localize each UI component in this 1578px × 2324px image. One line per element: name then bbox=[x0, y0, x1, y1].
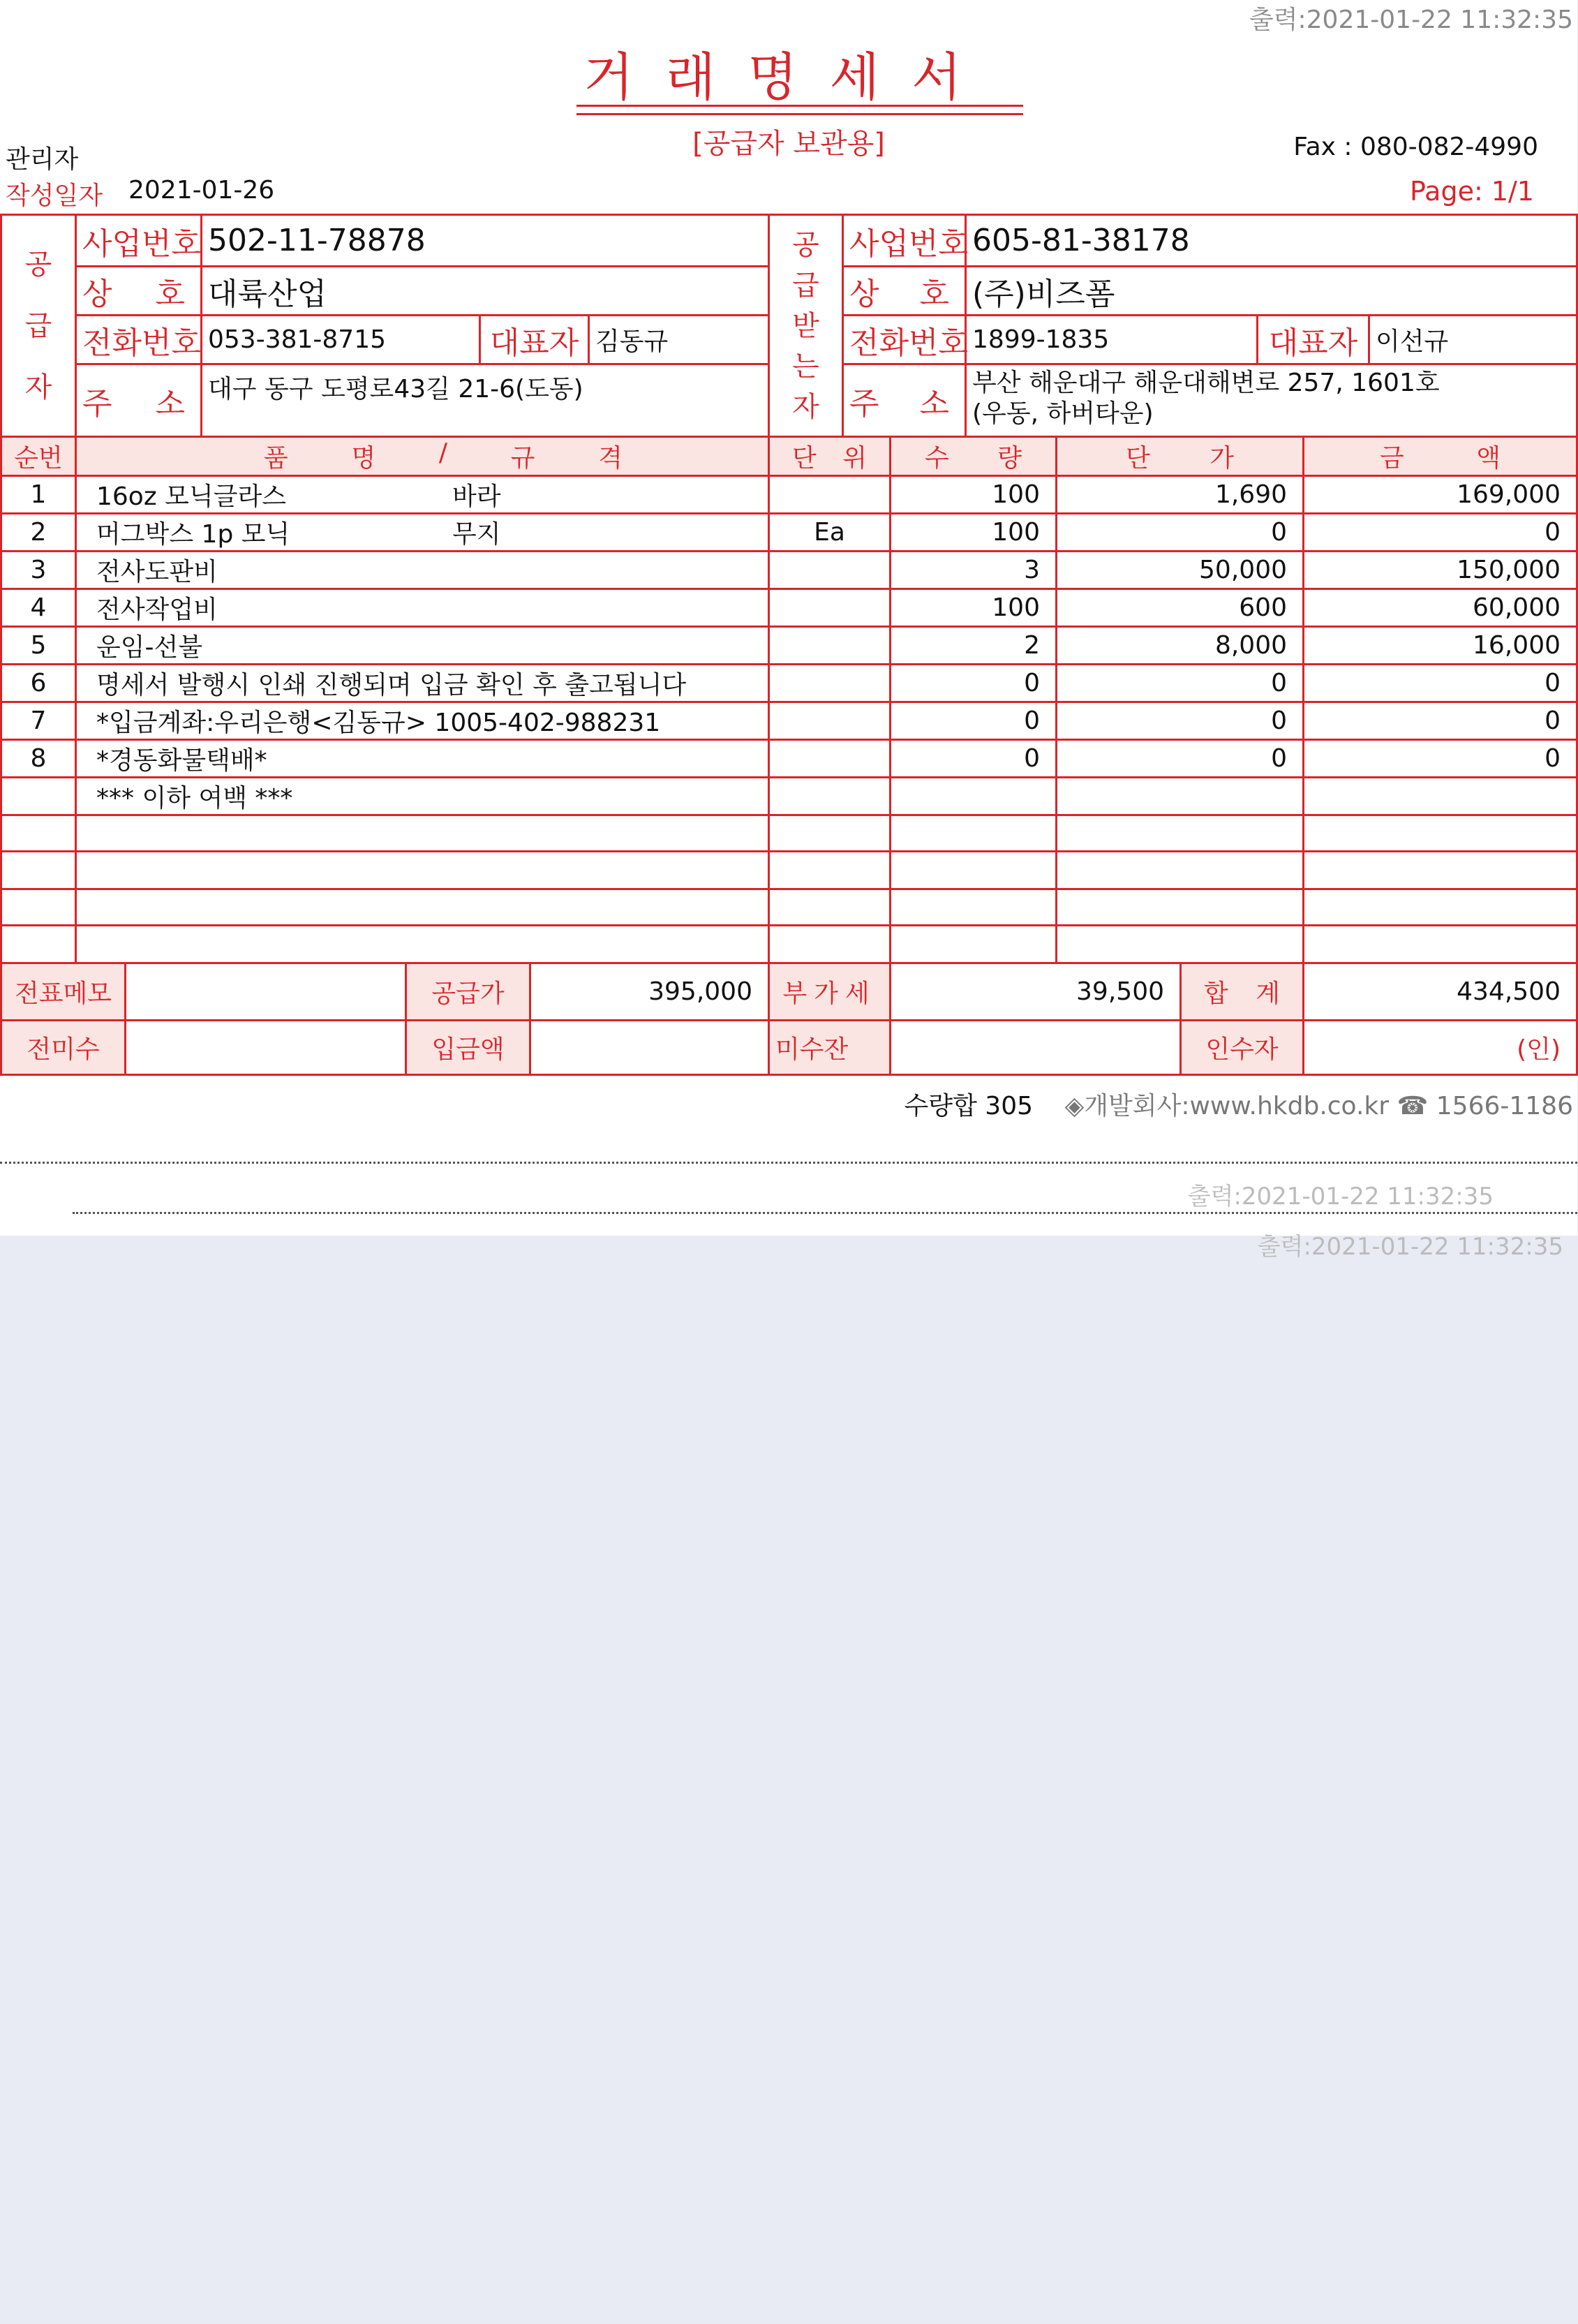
row-item-spec: 바라 bbox=[452, 482, 501, 511]
parties-table bbox=[0, 214, 1578, 438]
row-qty: 0 bbox=[891, 740, 1057, 778]
receiver-addr: 부산 해운대구 해운대해변로 257, 1601호 (우동, 하버타운) bbox=[966, 364, 1577, 437]
row-amount: 0 bbox=[1304, 665, 1577, 702]
deposit-label: 입금액 bbox=[406, 1021, 530, 1075]
tear-line bbox=[0, 1162, 1577, 1164]
row-item bbox=[76, 665, 769, 702]
row-qty bbox=[891, 889, 1057, 926]
supplier-addr: 대구 동구 도평로43길 21-6(도동) bbox=[202, 364, 769, 437]
row-price: 0 bbox=[1057, 514, 1304, 552]
row-amount bbox=[1304, 815, 1577, 852]
row-item-name: 16oz 모닉글라스 bbox=[96, 482, 287, 511]
row-item bbox=[76, 476, 769, 514]
table-row bbox=[1, 552, 1577, 589]
supply-value: 395,000 bbox=[530, 963, 769, 1021]
row-qty bbox=[891, 815, 1057, 852]
row-no: 6 bbox=[1, 665, 76, 702]
row-unit: Ea bbox=[769, 514, 891, 552]
table-row bbox=[1, 852, 1577, 889]
row-price: 8,000 bbox=[1057, 627, 1304, 665]
row-no bbox=[1, 926, 76, 963]
row-qty: 100 bbox=[891, 476, 1057, 514]
row-item-name: 운임-선불 bbox=[96, 633, 203, 662]
col-no-header: 순번 bbox=[1, 437, 76, 476]
row-item bbox=[76, 852, 769, 889]
row-item-name: 전사작업비 bbox=[96, 595, 218, 624]
deposit-value bbox=[530, 1021, 769, 1075]
unpaid-balance-value bbox=[891, 1021, 1181, 1075]
receiver-addr-label: 주 소 bbox=[843, 364, 966, 437]
col-item-header: 품 명 / 규 격 bbox=[76, 437, 769, 476]
table-row bbox=[1, 514, 1577, 552]
row-item bbox=[76, 778, 769, 815]
quantity-total: 수량합 305 bbox=[904, 1092, 1033, 1120]
items-table bbox=[0, 436, 1578, 964]
row-price bbox=[1057, 889, 1304, 926]
row-item bbox=[76, 740, 769, 778]
title-underline-double bbox=[576, 113, 1023, 115]
row-unit bbox=[769, 740, 891, 778]
row-no bbox=[1, 852, 76, 889]
prev-unpaid-label: 전미수 bbox=[1, 1021, 126, 1075]
seal-mark: (인) bbox=[1304, 1021, 1577, 1075]
row-price bbox=[1057, 926, 1304, 963]
next-copy-timestamp-second: 출력:2021-01-22 11:32:35 bbox=[1257, 1233, 1563, 1261]
memo-value bbox=[126, 963, 406, 1021]
col-amount-header: 금 액 bbox=[1304, 437, 1577, 476]
row-price bbox=[1057, 815, 1304, 852]
receiver-name-label: 상 호 bbox=[843, 267, 966, 316]
unpaid-balance-label: 미수잔 bbox=[769, 1021, 891, 1075]
created-date-value: 2021-01-26 bbox=[128, 176, 275, 205]
receiver-rep-label: 대표자 bbox=[1258, 316, 1369, 364]
row-no: 2 bbox=[1, 514, 76, 552]
supplier-bizno: 502-11-78878 bbox=[202, 215, 769, 267]
table-row bbox=[1, 627, 1577, 665]
row-price bbox=[1057, 778, 1304, 815]
row-item-name: 머그박스 1p 모닉 bbox=[96, 520, 290, 549]
row-no: 1 bbox=[1, 476, 76, 514]
row-item bbox=[76, 589, 769, 627]
created-date-label: 작성일자 bbox=[6, 182, 103, 210]
table-row bbox=[1, 702, 1577, 740]
table-row bbox=[1, 665, 1577, 702]
row-unit bbox=[769, 627, 891, 665]
row-unit bbox=[769, 476, 891, 514]
developer-info: ◈개발회사:www.hkdb.co.kr ☎ 1566-1186 bbox=[1064, 1092, 1573, 1120]
row-item bbox=[76, 552, 769, 589]
row-item bbox=[76, 702, 769, 740]
total-label: 합 계 bbox=[1181, 963, 1304, 1021]
row-qty: 3 bbox=[891, 552, 1057, 589]
memo-label: 전표메모 bbox=[1, 963, 126, 1021]
row-item-name: *입금계좌:우리은행<김동규> 1005-402-988231 bbox=[96, 709, 661, 737]
row-item-name: *경동화물택배* bbox=[96, 746, 267, 775]
row-unit bbox=[769, 552, 891, 589]
receiver-name: (주)비즈폼 bbox=[966, 267, 1577, 316]
document-subtitle: [공급자 보관용] bbox=[692, 128, 885, 160]
row-unit bbox=[769, 665, 891, 702]
row-unit bbox=[769, 889, 891, 926]
supplier-phone-label: 전화번호 bbox=[76, 316, 202, 364]
table-row bbox=[1, 778, 1577, 815]
row-item bbox=[76, 815, 769, 852]
table-row bbox=[1, 926, 1577, 963]
row-no: 4 bbox=[1, 589, 76, 627]
document-title: 거래명세서 bbox=[583, 47, 994, 108]
printed-timestamp: 출력:2021-01-22 11:32:35 bbox=[1249, 6, 1573, 34]
receiver-bizno: 605-81-38178 bbox=[966, 215, 1577, 267]
row-qty: 100 bbox=[891, 589, 1057, 627]
row-qty: 100 bbox=[891, 514, 1057, 552]
table-row bbox=[1, 889, 1577, 926]
receiver-sign-label: 인수자 bbox=[1181, 1021, 1304, 1075]
row-price: 0 bbox=[1057, 702, 1304, 740]
next-copy-timestamp: 출력:2021-01-22 11:32:35 bbox=[1187, 1183, 1494, 1211]
row-unit bbox=[769, 815, 891, 852]
summary-table bbox=[0, 962, 1578, 1076]
row-no bbox=[1, 889, 76, 926]
row-amount: 150,000 bbox=[1304, 552, 1577, 589]
manager-label: 관리자 bbox=[6, 145, 79, 174]
receiver-phone-label: 전화번호 bbox=[843, 316, 966, 364]
row-item-name: 전사도판비 bbox=[96, 558, 218, 586]
vat-label: 부가세 bbox=[769, 963, 891, 1021]
supplier-rep-label: 대표자 bbox=[480, 316, 589, 364]
table-row bbox=[1, 476, 1577, 514]
receiver-phone: 1899-1835 bbox=[966, 316, 1258, 364]
supplier-addr-label: 주 소 bbox=[76, 364, 202, 437]
row-item bbox=[76, 926, 769, 963]
table-row bbox=[1, 740, 1577, 778]
row-no: 3 bbox=[1, 552, 76, 589]
col-qty-header: 수 량 bbox=[891, 437, 1057, 476]
tear-line-second bbox=[73, 1212, 1577, 1214]
row-price: 1,690 bbox=[1057, 476, 1304, 514]
row-item-name: *** 이하 여백 *** bbox=[96, 784, 293, 813]
row-amount: 0 bbox=[1304, 514, 1577, 552]
row-qty bbox=[891, 778, 1057, 815]
row-qty: 2 bbox=[891, 627, 1057, 665]
row-amount: 16,000 bbox=[1304, 627, 1577, 665]
row-price: 600 bbox=[1057, 589, 1304, 627]
row-price: 50,000 bbox=[1057, 552, 1304, 589]
row-qty bbox=[891, 926, 1057, 963]
row-price: 0 bbox=[1057, 665, 1304, 702]
row-item-spec: 무지 bbox=[452, 520, 501, 549]
receiver-side-label: 공 급 받 는 자 bbox=[769, 215, 843, 437]
row-item-name: 명세서 발행시 인쇄 진행되며 입금 확인 후 출고됩니다 bbox=[96, 671, 687, 700]
row-item bbox=[76, 627, 769, 665]
table-row bbox=[1, 815, 1577, 852]
row-unit bbox=[769, 778, 891, 815]
row-amount bbox=[1304, 926, 1577, 963]
row-qty bbox=[891, 852, 1057, 889]
row-no: 5 bbox=[1, 627, 76, 665]
col-price-header: 단 가 bbox=[1057, 437, 1304, 476]
row-price: 0 bbox=[1057, 740, 1304, 778]
row-unit bbox=[769, 589, 891, 627]
supplier-phone: 053-381-8715 bbox=[202, 316, 480, 364]
receiver-bizno-label: 사업번호 bbox=[843, 215, 966, 267]
total-value: 434,500 bbox=[1304, 963, 1577, 1021]
row-amount: 0 bbox=[1304, 702, 1577, 740]
supplier-bizno-label: 사업번호 bbox=[76, 215, 202, 267]
row-unit bbox=[769, 852, 891, 889]
row-amount bbox=[1304, 778, 1577, 815]
supply-label: 공급가 bbox=[406, 963, 530, 1021]
row-amount: 60,000 bbox=[1304, 589, 1577, 627]
supplier-name-label: 상 호 bbox=[76, 267, 202, 316]
row-no bbox=[1, 815, 76, 852]
supplier-rep: 김동규 bbox=[589, 316, 769, 364]
page-indicator: Page: 1/1 bbox=[1409, 176, 1534, 207]
row-no bbox=[1, 778, 76, 815]
title-underline bbox=[576, 105, 1023, 107]
table-row bbox=[1, 589, 1577, 627]
row-item bbox=[76, 889, 769, 926]
row-unit bbox=[769, 926, 891, 963]
row-no: 8 bbox=[1, 740, 76, 778]
row-amount: 0 bbox=[1304, 740, 1577, 778]
supplier-name: 대륙산업 bbox=[202, 267, 769, 316]
prev-unpaid-value bbox=[126, 1021, 406, 1075]
row-unit bbox=[769, 702, 891, 740]
row-qty: 0 bbox=[891, 702, 1057, 740]
row-price bbox=[1057, 852, 1304, 889]
row-qty: 0 bbox=[891, 665, 1057, 702]
col-unit-header: 단 위 bbox=[769, 437, 891, 476]
vat-value: 39,500 bbox=[891, 963, 1181, 1021]
row-amount bbox=[1304, 852, 1577, 889]
row-amount bbox=[1304, 889, 1577, 926]
row-item bbox=[76, 514, 769, 552]
row-no: 7 bbox=[1, 702, 76, 740]
fax-number: Fax : 080-082-4990 bbox=[1293, 133, 1538, 161]
row-amount: 169,000 bbox=[1304, 476, 1577, 514]
receiver-rep: 이선규 bbox=[1369, 316, 1577, 364]
supplier-side-label: 공 급 자 bbox=[1, 215, 76, 437]
